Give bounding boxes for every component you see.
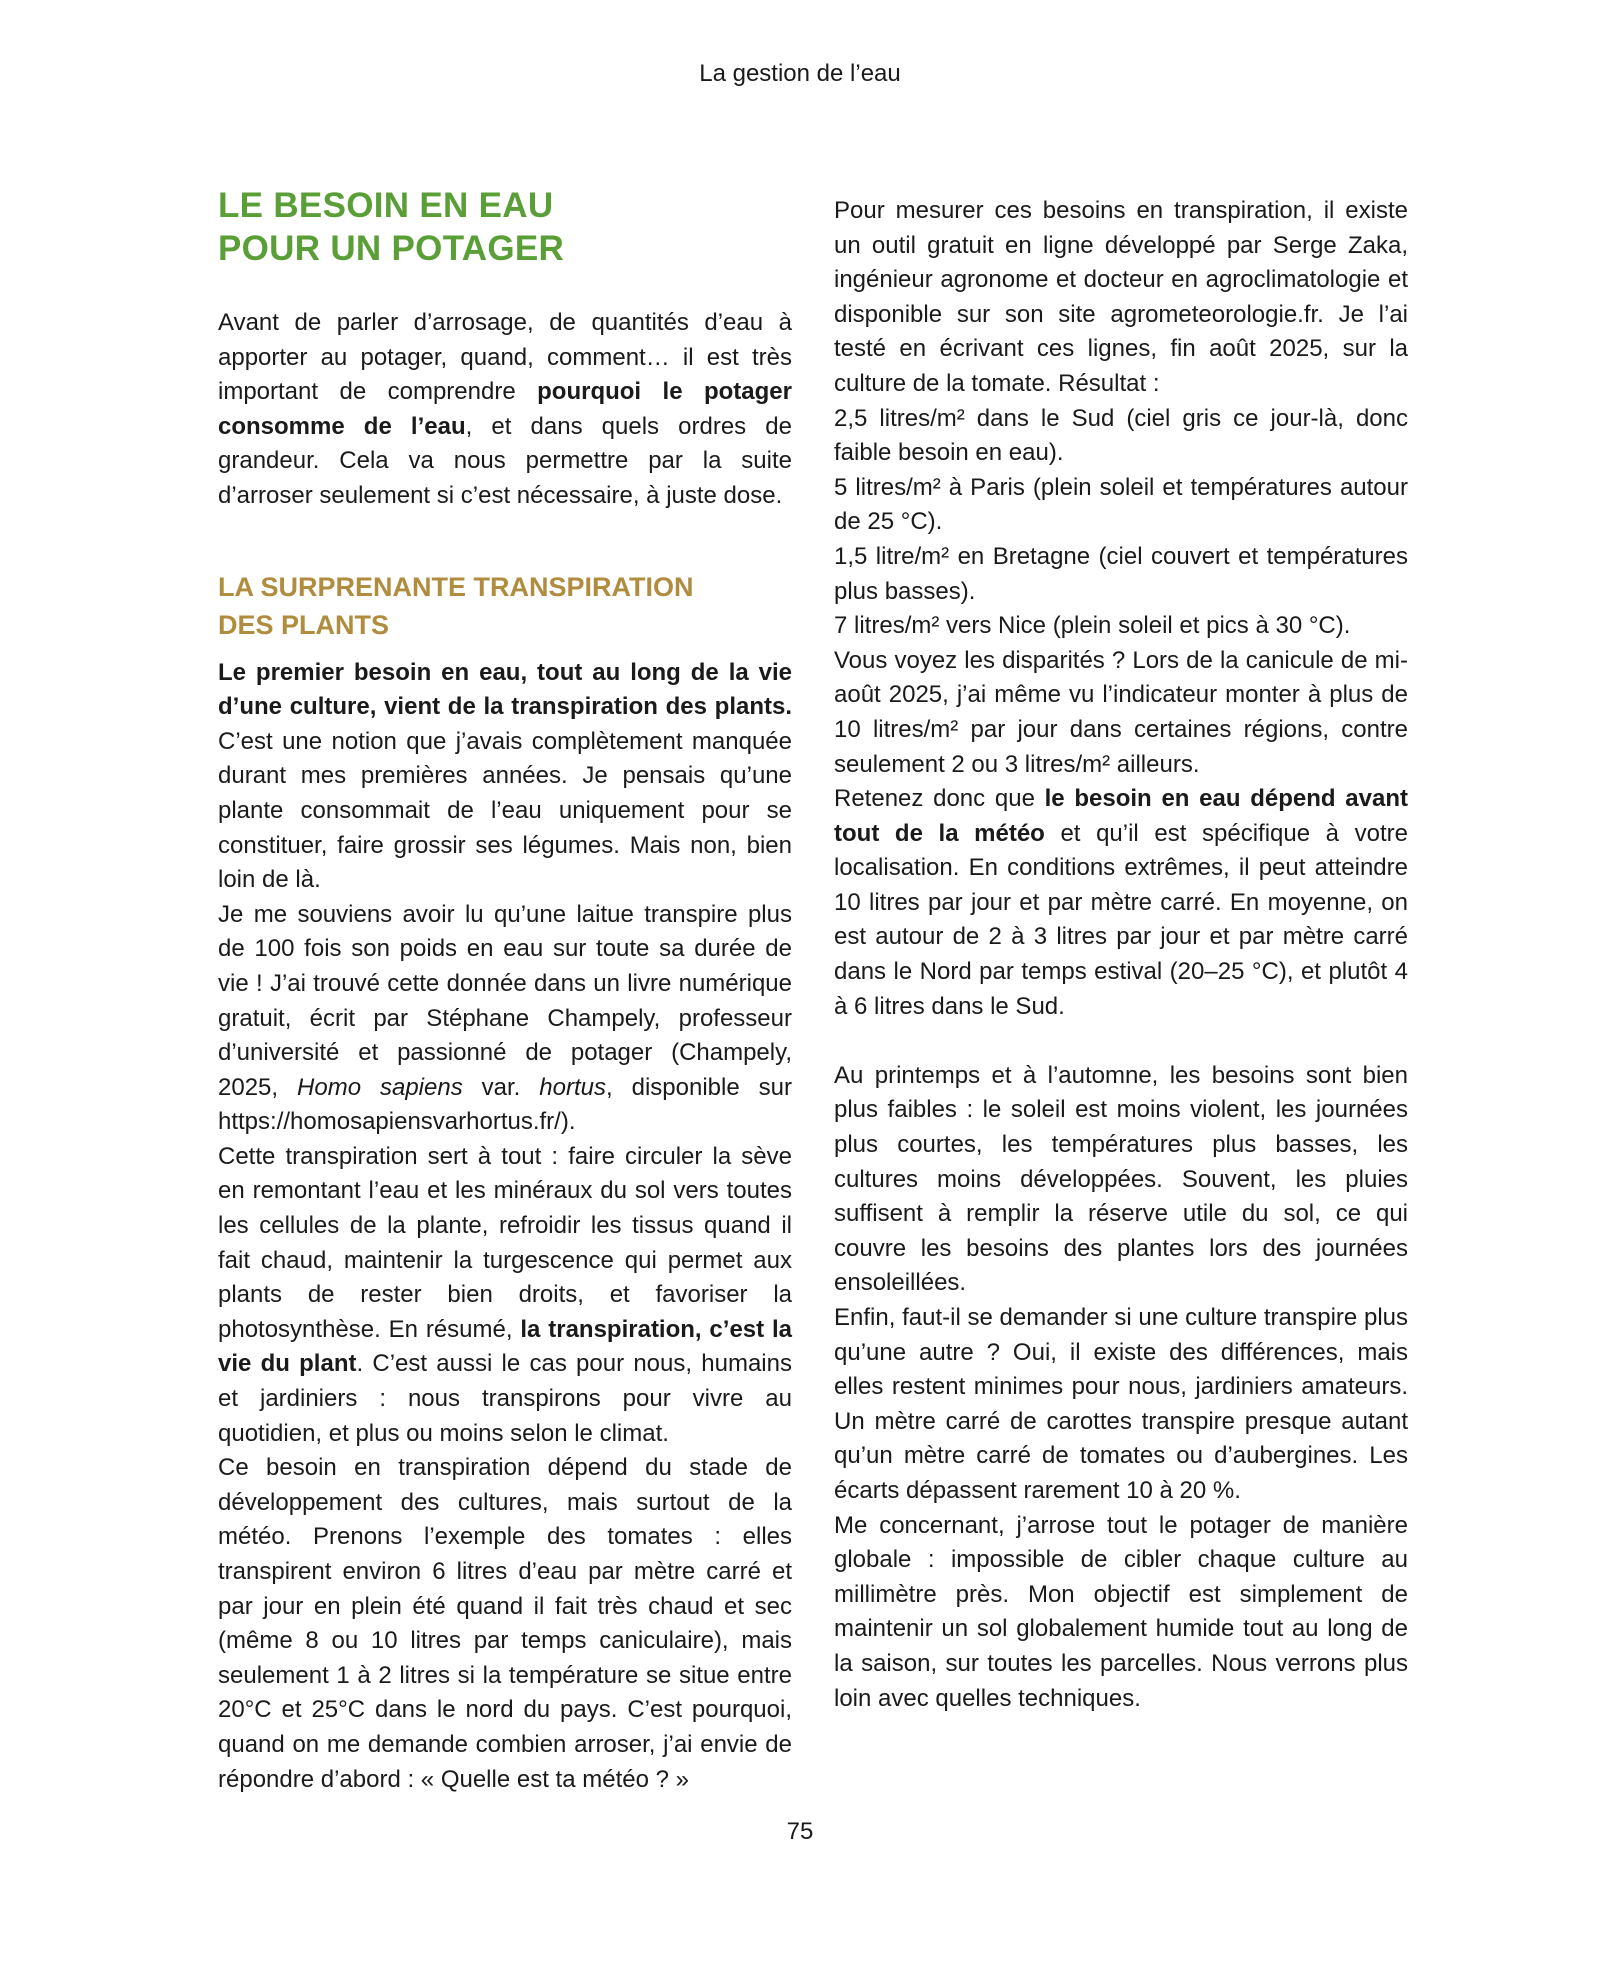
italic-run: hortus [539,1073,606,1101]
subsection-title-line: DES PLANTS [218,609,390,640]
result-line: 5 litres/m² à Paris (plein soleil et températures autour de 25 °C). [834,473,1408,536]
left-column [218,184,792,1797]
subsection-title-line: LA SURPRENANTE TRANSPIRATION [218,571,694,602]
text-run: var. [462,1073,540,1101]
paragraph: Pour mesurer ces besoins en transpiration, il existe un outil gratuit en ligne développé par Serge Zaka, ingénieur agronome et docteur en agroclimatologie et disponible sur son site agrometeorologie.fr. Je l’ai testé en écrivant ces lignes, fin août 2025, sur la culture de la tomate. Résultat : [834,197,1408,397]
result-line: 1,5 litre/m² en Bretagne (ciel couvert et températures plus basses). [834,542,1408,605]
text-run: Je me souviens avoir lu qu’une laitue transpire plus de 100 fois son poids en eau sur toute sa durée de vie ! J’ai trouvé cette donnée dans un livre numérique gratuit, écrit par Stéphane Champely, professeur d’université et passionné de potager (Champely, 2025, [218,900,792,1101]
paragraph: Ce besoin en transpiration dépend du stade de développement des cultures, mais surtout de la météo. Prenons l’exemple des tomates : elles transpirent environ 6 litres d’eau par mètre carré et par jour en plein été quand il fait très chaud et sec (même 8 ou 10 litres par temps caniculaire), mais seulement 1 à 2 litres si la température se situe entre 20°C et 25°C dans le nord du pays. C’est pourquoi, quand on me demande combien arroser, j’ai envie de répondre d’abord : « Quelle est ta météo ? » [218,1454,792,1793]
subsection-title [218,568,792,644]
paragraph: Vous voyez les disparités ? Lors de la canicule de mi-août 2025, j’ai même vu l’indicateur monter à plus de 10 litres/m² par jour dans certaines régions, contre seulement 2 ou 3 litres/m² ailleurs. [834,646,1408,778]
paragraph [218,898,792,1140]
text-run: C’est une notion que j’avais complètement manquée durant mes premières années. Je pensais qu’une plante consommait de l’eau uniquement pour se constituer, faire grossir ses légumes. Mais non, bien loin de là. [218,727,792,894]
text-run: Cette transpiration sert à tout : faire circuler la sève en remontant l’eau et les minéraux du sol vers toutes les cellules de la plante, refroidir les tissus quand il fait chaud, maintenir la turgescence qui permet aux plants de rester bien droits, et favoriser la photosynthèse. En résumé, [218,1142,792,1343]
running-header: La gestion de l’eau [699,60,901,87]
paragraph [834,782,1408,1024]
text-run: , disponible sur https://homosapiensvarhortus.fr/). [218,1073,792,1136]
text-run: Retenez donc que [834,785,1045,813]
bold-run: le besoin en eau dépend avant tout de la météo [834,785,1408,847]
intro-paragraph [218,306,792,514]
paragraph: Me concernant, j’arrose tout le potager de manière globale : impossible de cibler chaque culture au millimètre près. Mon objectif est simplement de maintenir un sol globalement humide tout au long de la saison, sur toutes les parcelles. Nous verrons plus loin avec quelles techniques. [834,1511,1408,1712]
text-run: , et dans quels ordres de grandeur. Cela va nous permettre par la suite d’arroser seulement si c’est nécessaire, à juste dose. [218,412,792,509]
section-title [218,184,792,270]
bold-run: pourquoi le potager consomme de l’eau [218,378,792,440]
result-line: 2,5 litres/m² dans le Sud (ciel gris ce jour-là, donc faible besoin en eau). [834,404,1408,467]
paragraph [218,656,792,898]
text-run: . C’est aussi le cas pour nous, humains et jardiniers : nous transpirons pour vivre au quotidien, et plus ou moins selon le climat. [218,1350,792,1447]
paragraph [218,1140,792,1451]
text-run: et qu’il est spécifique à votre localisation. En conditions extrêmes, il peut atteindre 10 litres par jour et par mètre carré. En moyenne, on est autour de 2 à 3 litres par jour et par mètre carré dans le Nord par temps estival (20–25 °C), et plutôt 4 à 6 litres dans le Sud. [834,819,1408,1020]
right-column [834,194,1408,1716]
paragraph: Au printemps et à l’automne, les besoins sont bien plus faibles : le soleil est moins violent, les journées plus courtes, les températures plus basses, les cultures moins développées. Souvent, les pluies suffisent à remplir la réserve utile du sol, ce qui couvre les besoins des plantes lors des journées ensoleillées. [834,1061,1408,1297]
section-title-line: POUR UN POTAGER [218,229,565,268]
bold-run: Le premier besoin en eau, tout au long de la vie d’une culture, vient de la transpiration des plants. [218,658,792,721]
paragraph: Enfin, faut-il se demander si une culture transpire plus qu’une autre ? Oui, il existe des différences, mais elles restent minimes pour nous, jardiniers amateurs. Un mètre carré de carottes transpire presque autant qu’un mètre carré de tomates ou d’aubergines. Les écarts dépassent rarement 10 à 20 %. [834,1304,1408,1504]
page-number: 75 [786,1818,814,1845]
bold-run: la transpiration, c’est la vie du plant [218,1315,792,1378]
italic-run: Homo sapiens [297,1073,463,1101]
text-run: Avant de parler d’arrosage, de quantités d’eau à apporter au potager, quand, comment… il est très important de comprendre [218,309,792,406]
section-title-line: LE BESOIN EN EAU [218,186,554,225]
result-line: 7 litres/m² vers Nice (plein soleil et pics à 30 °C). [834,612,1351,640]
